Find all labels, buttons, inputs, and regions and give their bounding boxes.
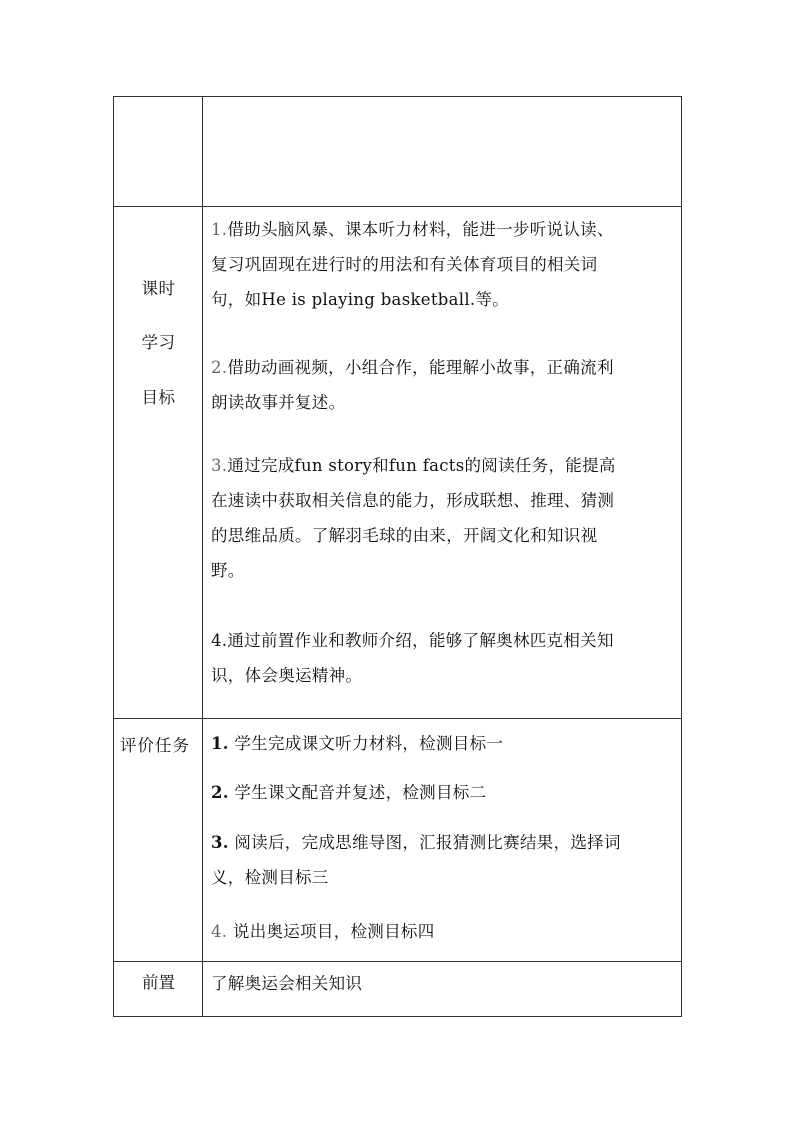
evaluation-number: 2. xyxy=(211,783,229,802)
evaluation-item xyxy=(211,775,677,810)
evaluation-number: 3. xyxy=(211,833,229,852)
goal-item xyxy=(211,448,677,588)
evaluation-item xyxy=(211,914,677,949)
evaluation-text-line: 学生完成课文听力材料，检测目标一 xyxy=(228,734,504,753)
goal-text-line: 借助头脑风暴、课本听力材料，能进一步听说认读、 xyxy=(227,220,614,239)
goal-text-line: 句，如He is playing basketball.等。 xyxy=(211,290,510,309)
empty-label-cell xyxy=(114,97,203,207)
empty-content-cell xyxy=(203,97,682,207)
evaluation-label: 评价任务 xyxy=(120,736,190,755)
preparation-content-cell xyxy=(203,962,682,1017)
evaluation-text-line: 学生课文配音并复述，检测目标二 xyxy=(228,783,487,802)
goal-text-line: 识，体会奥运精神。 xyxy=(211,666,363,685)
table-row-preparation xyxy=(114,962,682,1017)
lesson-plan-table xyxy=(113,96,682,1017)
table-row-goals xyxy=(114,207,682,719)
evaluation-content-cell xyxy=(203,719,682,962)
table-row-evaluation xyxy=(114,719,682,962)
table-row-empty xyxy=(114,97,682,207)
preparation-label-cell xyxy=(114,962,203,1017)
goal-text-line: 复习巩固现在进行时的用法和有关体育项目的相关词 xyxy=(211,255,598,274)
goals-label-line: 学习 xyxy=(141,333,176,352)
goal-text-line: 通过前置作业和教师介绍，能够了解奥林匹克相关知 xyxy=(227,631,614,650)
preparation-text: 了解奥运会相关知识 xyxy=(211,974,363,993)
goal-text-line: 朗读故事并复述。 xyxy=(211,393,346,412)
evaluation-text-line: 说出奥运项目，检测目标四 xyxy=(227,922,435,941)
goal-number: 3. xyxy=(211,456,228,475)
goal-number: 4. xyxy=(211,631,228,650)
evaluation-text-line: 阅读后，完成思维导图，汇报猜测比赛结果，选择词 xyxy=(228,833,621,852)
goals-content-cell xyxy=(203,207,682,719)
goal-item xyxy=(211,623,677,693)
preparation-label: 前置 xyxy=(142,973,175,992)
goal-text-line: 野。 xyxy=(211,561,245,580)
goal-text-line: 的思维品质。了解羽毛球的由来，开阔文化和知识视 xyxy=(211,526,598,545)
evaluation-text-line: 义，检测目标三 xyxy=(211,868,329,887)
goals-label-cell xyxy=(114,207,203,719)
goal-item xyxy=(211,350,677,420)
evaluation-item xyxy=(211,825,677,895)
goal-text-line: 借助动画视频，小组合作，能理解小故事，正确流利 xyxy=(227,358,614,377)
goal-text-line: 通过完成fun story和fun facts的阅读任务，能提高 xyxy=(227,456,616,475)
goal-number: 2. xyxy=(211,358,228,377)
goal-number: 1. xyxy=(211,220,228,239)
goals-label-line: 目标 xyxy=(141,388,176,407)
goals-label-line: 课时 xyxy=(141,279,176,298)
evaluation-number: 4. xyxy=(211,922,228,941)
evaluation-item xyxy=(211,726,677,761)
evaluation-number: 1. xyxy=(211,734,229,753)
evaluation-label-cell xyxy=(114,719,203,962)
goal-item xyxy=(211,212,677,317)
goal-text-line: 在速读中获取相关信息的能力，形成联想、推理、猜测 xyxy=(211,491,615,510)
